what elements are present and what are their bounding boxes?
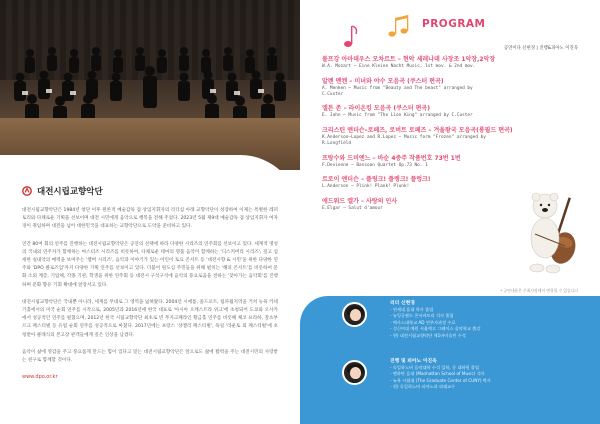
performer-bio-line: - 텍사스대학교 AD 연주자과정 수료 bbox=[390, 319, 456, 325]
closing-paragraph: 음악이 삶에 영감을 주고 풍요롭게 만드는 힘이 있다고 믿는 대전시립교향악단은 앞으로도 삶에 활력을 주는 대전시민의 사랑받는 친구로 함께할 것이다. bbox=[22, 349, 278, 364]
avatar bbox=[342, 360, 367, 385]
program-list bbox=[322, 56, 522, 220]
program-item bbox=[322, 198, 522, 212]
daejeon-philharmonic-logo-icon bbox=[22, 186, 32, 196]
intro-paragraph: 대전시립교향악단은 1984년 창단 이후 원론적 예술감독 겸 상임지휘자의 리더십 아래 교향악단이 성장하여 이제는 특별한 레퍼토리와 다채로운 기획을 선보이며 대전 시민에게 음악으로 행복을 전해 주었다. 2023년 5월 제9대 예술감독 겸 상임지휘자 여자경이 취임하며 대전을 넘어 대한민국을 대표하는 교향악단으로 도약을 준비하고 있다. bbox=[22, 208, 278, 230]
program-item-subtitle: A. Menken – Music from "Beauty and The beast" arranged by bbox=[322, 85, 473, 91]
performer-name: 리더 신현경 bbox=[390, 301, 415, 306]
performer-credit: 공연이다 신현경 | 진행&피아노 이진욱 bbox=[503, 46, 578, 51]
performer-bio-line: - 현) 대전시립교향악단 제1바이올린 수석 bbox=[390, 332, 466, 338]
program-item-subtitle: E.Elgar – Salut d'amour bbox=[322, 206, 383, 212]
music-notes-icon bbox=[340, 12, 410, 52]
program-title: PROGRAM bbox=[422, 18, 486, 30]
performer-bio-line: - 연세대 음대 학사 졸업 bbox=[390, 307, 434, 312]
performer-name: 진행 및 피아노 이진욱 bbox=[390, 359, 437, 364]
program-item-subtitle: F.Devienne – Bassoon Quartet Op.73 No. 1 bbox=[322, 162, 428, 168]
program-item-subtitle: C.Custer bbox=[322, 91, 344, 97]
performer-bio-line: - 맨하탄 음대 (Manhattan School of Music) 석사 bbox=[390, 371, 485, 377]
program-item-subtitle: R.Longfield bbox=[322, 141, 352, 147]
program-item-title: 크리스틴 앤더슨–로페즈, 로버트 로페즈 – 겨울왕국 모음곡(롱필드 편곡) bbox=[322, 127, 513, 135]
program-item-subtitle: E. John – Music from "The Lion King" arranged by C.Custer bbox=[322, 113, 473, 119]
orchestra-photo bbox=[0, 0, 300, 170]
avatar bbox=[342, 302, 367, 327]
program-item-title: 프랑수와 드비엔느 – 바순 4중주 작품번호 73번 1번 bbox=[322, 154, 461, 162]
program-item bbox=[322, 127, 522, 147]
performer-bio-line: - 뉴잉글랜드 콘서바토리 석사 졸업 bbox=[390, 313, 454, 319]
program-item bbox=[322, 105, 522, 119]
performer-bio-line: - 성신여대 예원 서울예고 그레이스 음악학교 출강 bbox=[390, 326, 481, 332]
program-item bbox=[322, 176, 522, 190]
tour-paragraph: 대전시립교향악단은 국내뿐 아니라, 세계를 무대로 그 영역을 넓혀왔다. 2004년 시애틀, 올드포트, 팀파월지역을 거쳐 뉴욕 카네기홀에서의 미국 순회 연주를 시작으로, 2005년과 2016년에 한국 대표로 '아시아 오케스트라 위크'에 초청되어 도쿄와 오사카에서 성공적인 연주를 펼쳤으며, 2012년 한국 시립교향악단 최초로 빈 무지크페라인 황금홀 연주를 비롯해 체코 프라하, 잘츠부르크 페스티벌 등 유럽 순회 연주를 성공적으로 마쳤다. 2017년에는 프랑스 '샹젤리 페스티벌', 독일 '라운토 외 페스티벌'에 초청받아 클래식의 본고장 관객들에게 깊은 인상을 남겼다. bbox=[22, 299, 278, 338]
program-item-subtitle: L.Anderson – Plink! Plank! Plunk! bbox=[322, 184, 410, 190]
orchestra-musicians-illustration bbox=[10, 35, 290, 125]
program-item-subtitle: K.Anderson–Lopez and R.Lopez – Music form "Frozen" arranged by bbox=[322, 135, 486, 141]
program-item-title: 알렌 멘켄 – 미녀와 야수 모음곡 (쿠스터 편곡) bbox=[322, 77, 444, 85]
series-paragraph: 연간 80여 회의 연주를 진행하는 대전시립교향악단은 공연의 선택에 따라 다양한 시리즈의 연주회를 선보이고 있다. 세계적 명성의 국내외 연주자가 함께하는 마스터즈 시리즈를 비롯하여, 다채로운 테마의 명품 음악이 함께하는 '디스커버리 시리즈', 깊고 섬세한 실내악의 매력을 보여주는 '챔버 시리즈', 음악과 이야기가 있는 어린이 토요 콘서트 등 '대전시향 & 시민'을 위한 다양한 연주와 'DPO 클로즈업'까지 다양한 기획 연주를 선보이고 있다. 더불어 원도심 주민들을 위해 펼치는 '해피 콘서트'를 비롯하여 문화 소외 계층, 기업체, 각종 기관, 학생을 위한 연주회 등 대전시 구석구석에 음악의 풍요로움을 전하는 '찾아가는 음악회'를 진행하며 문화 향유 기회 확대에 앞장서고 있다. bbox=[22, 241, 278, 288]
program-item-title: 에드워드 엘가 – 사랑의 인사 bbox=[322, 198, 398, 206]
performer-bio-line: - 현) 독일하노버 피아노과 외래교수 bbox=[390, 384, 456, 390]
left-content bbox=[0, 155, 300, 424]
bear-with-cello-icon bbox=[525, 190, 587, 274]
performer-bio-line: - 독일하노버 음악대학 수석 입학, 동 대학원 졸업 bbox=[390, 365, 480, 370]
program-item-subtitle: W.A. Mozart – Eine Kleine Nacht Music, 1st mov. & 2nd mov. bbox=[322, 64, 476, 69]
program-item bbox=[322, 56, 522, 70]
right-page bbox=[300, 0, 600, 424]
program-item-title: 르로이 앤더슨 – 플링크! 플랭크! 플렁크! bbox=[322, 176, 431, 184]
brand bbox=[22, 185, 278, 197]
program-item bbox=[322, 78, 522, 98]
performer-bio-line: - 뉴욕 시립대 (The Graduate Center of CUNY) 박사 bbox=[390, 377, 491, 383]
program-footnote: * 공연내용은 주최사정에서 변경될 수 있습니다 bbox=[500, 288, 578, 293]
program-item-title: 엘튼 존 – 라이온킹 모음곡 (쿠스터 편곡) bbox=[322, 105, 430, 113]
program-item-title: 볼프강 아마데우스 모차르트 – 현악 세레나데 사장조 1악장,2악장 bbox=[322, 56, 496, 63]
brand-name: 대전시립교향악단 bbox=[37, 187, 103, 197]
website-link[interactable]: www.dpo.or.kr bbox=[22, 374, 58, 381]
program-item bbox=[322, 155, 522, 169]
